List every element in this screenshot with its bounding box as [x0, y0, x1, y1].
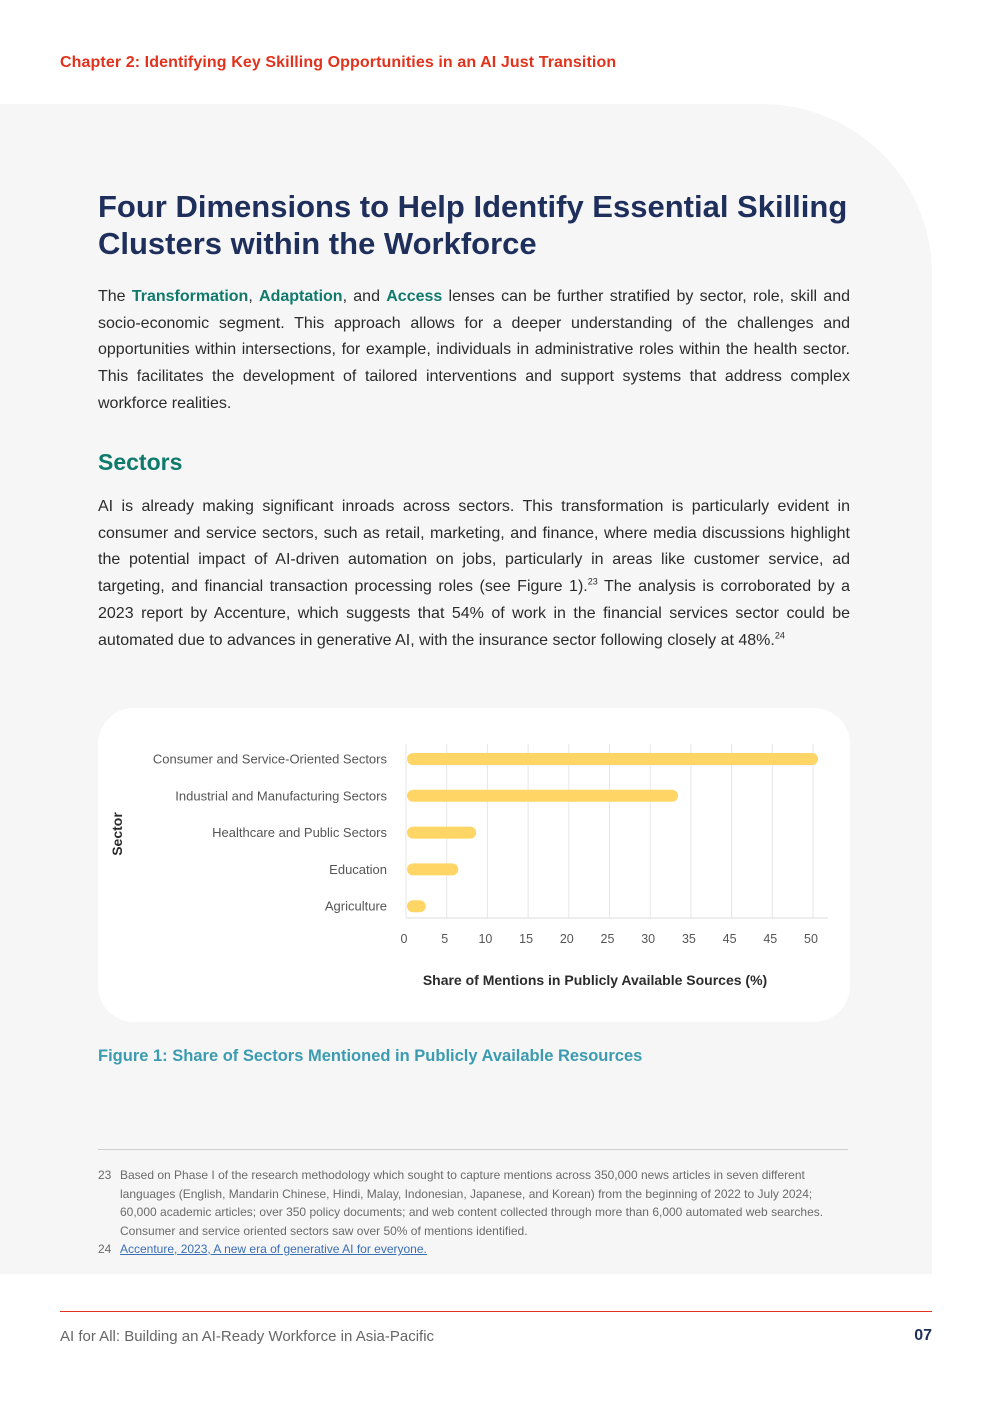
intro-sep-2: , and — [342, 288, 387, 305]
category-label: Education — [329, 861, 387, 877]
x-axis-title: Share of Mentions in Publicly Available Sources (%) — [422, 972, 768, 988]
footnote-number: 24 — [98, 1242, 112, 1256]
sector-bar-chart — [98, 708, 850, 1022]
footnotes — [98, 1166, 848, 1259]
x-tick-label: 35 — [681, 932, 696, 946]
footnote-24 — [98, 1240, 848, 1259]
bar — [407, 900, 426, 912]
sectors-paragraph — [98, 494, 850, 654]
bar — [407, 753, 818, 765]
intro-text-pre: The — [98, 288, 132, 305]
x-tick-label: 0 — [400, 932, 408, 946]
term-transformation: Transformation — [131, 288, 249, 305]
category-label: Healthcare and Public Sectors — [212, 825, 387, 841]
content-panel — [0, 104, 932, 1274]
chapter-heading: Chapter 2: Identifying Key Skilling Opportunities in an AI Just Transition — [60, 54, 617, 71]
bar — [407, 863, 458, 875]
y-axis-title: Sector — [109, 812, 125, 856]
page-title: Four Dimensions to Help Identify Essential Skilling Clusters within the Workforce — [98, 189, 848, 261]
x-tick-label: 15 — [519, 932, 534, 946]
intro-text-post: lenses can be further stratified by sector, role, skill and socio-economic segment. This approach allows for a deeper understanding of the challenges and opportunities within intersections, for example, individuals in administrative roles within the health sector. This facilitates the development of tailored interventions and support systems that address complex workforce realities. — [98, 288, 851, 412]
category-label: Agriculture — [324, 898, 387, 914]
chart-card — [98, 708, 850, 1022]
x-tick-label: 45 — [722, 932, 737, 946]
footnote-ref-23[interactable]: 23 — [587, 576, 598, 587]
footnote-number: 23 — [98, 1168, 112, 1182]
bar — [407, 827, 476, 839]
page-number: 07 — [914, 1327, 932, 1344]
x-tick-label: 45 — [763, 932, 778, 946]
category-label: Consumer and Service-Oriented Sectors — [152, 751, 387, 767]
footer-title: AI for All: Building an AI-Ready Workforce in Asia-Pacific — [60, 1328, 435, 1345]
x-tick-label: 5 — [441, 932, 449, 946]
footnote-23 — [98, 1166, 848, 1240]
x-tick-label: 30 — [641, 932, 656, 946]
term-adaptation: Adaptation — [259, 288, 343, 305]
footnote-text: Based on Phase I of the research methodology which sought to capture mentions across 350,000 news articles in seven different languages (English, Mandarin Chinese, Hindi, Malay, Indonesian, Japanese, and Korean) from the beginning of 2022 to July 2024; 60,000 academic articles; over 350 policy documents; and web content collected through more than 6,000 automated web searches. Consumer and service oriented sectors saw over 50% of mentions identified. — [120, 1168, 824, 1238]
intro-paragraph — [98, 284, 850, 418]
footer-divider — [60, 1311, 932, 1312]
figure-caption: Figure 1: Share of Sectors Mentioned in Publicly Available Resources — [98, 1047, 643, 1065]
intro-sep-1: , — [248, 288, 260, 305]
footnote-divider — [98, 1149, 848, 1150]
sectors-heading: Sectors — [98, 449, 183, 475]
sectors-text-1: AI is already making significant inroads across sectors. This transformation is particularly evident in consumer and service sectors, such as retail, marketing, and finance, where media discussions highlight the potential impact of AI-driven automation on jobs, particularly in areas like customer service, ad targeting, and financial transaction processing roles (see Figure 1). — [98, 498, 850, 596]
x-tick-label: 25 — [600, 932, 615, 946]
category-label: Industrial and Manufacturing Sectors — [175, 788, 387, 804]
x-tick-label: 10 — [478, 932, 493, 946]
term-access: Access — [386, 288, 443, 305]
sectors-text-2: The analysis is corroborated by a 2023 report by Accenture, which suggests that 54% of work in the financial services sector could be automated due to advances in generative AI, with the insurance sector following closely at 48%. — [98, 578, 851, 649]
bar — [407, 790, 678, 802]
footnote-ref-24[interactable]: 24 — [774, 630, 785, 641]
x-tick-label: 20 — [559, 932, 574, 946]
footnote-link-accenture[interactable]: Accenture, 2023, A new era of generative AI for everyone. — [120, 1242, 427, 1256]
x-tick-label: 50 — [804, 932, 818, 946]
